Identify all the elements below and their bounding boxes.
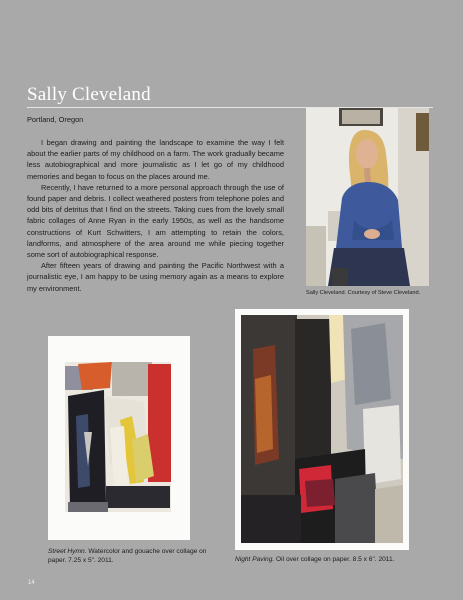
portrait-caption: Sally Cleveland. Courtesy of Steve Cleveland. — [306, 290, 421, 296]
page-title: Sally Cleveland — [27, 84, 151, 105]
artwork-street-hymn-image — [48, 336, 190, 540]
artwork-street-hymn-details: Watercolor and gouache over collage on paper. 7.25 x 5". 2011. — [48, 548, 207, 564]
artist-statement — [27, 137, 284, 294]
artwork-night-paving-caption — [235, 556, 435, 563]
artwork-night-paving-details: Oil over collage on paper. 8.5 x 6". 2011. — [274, 556, 395, 563]
statement-paragraph-3: After fifteen years of drawing and painting the Pacific Northwest with a journalistic eye, I am happy to be using memory again as a means to explore my environment. — [27, 261, 284, 293]
artist-location: Portland, Oregon — [27, 115, 84, 124]
artwork-night-paving-title: Night Paving. — [235, 556, 275, 563]
statement-paragraph-1: I began drawing and painting the landscape to examine the way I felt about the earlier parts of my childhood on a farm. The work gradually became less autobiographical and more journalistic as I let go of my childhood memories and began to focus on the places around me. — [27, 138, 284, 181]
artwork-street-hymn-caption — [48, 547, 218, 565]
artwork-night-paving-image — [235, 309, 409, 550]
page-number: 14 — [28, 580, 35, 586]
artwork-street-hymn-title: Street Hymn. — [48, 548, 87, 555]
artist-portrait-photo — [306, 108, 429, 286]
statement-paragraph-2: Recently, I have returned to a more personal approach through the use of found paper and debris. I collect weathered posters from telephone poles and odd bits of detritus that I find on the streets. Taking cues from the lovely small fabric collages of Anne Ryan in the early 1950s, as well as the handsome constructions of Kurt Schwitters, I am attempting to retain the colors, landforms, and atmosphere of the area around me while piecing together some sort of autobiographical response. — [27, 182, 284, 260]
